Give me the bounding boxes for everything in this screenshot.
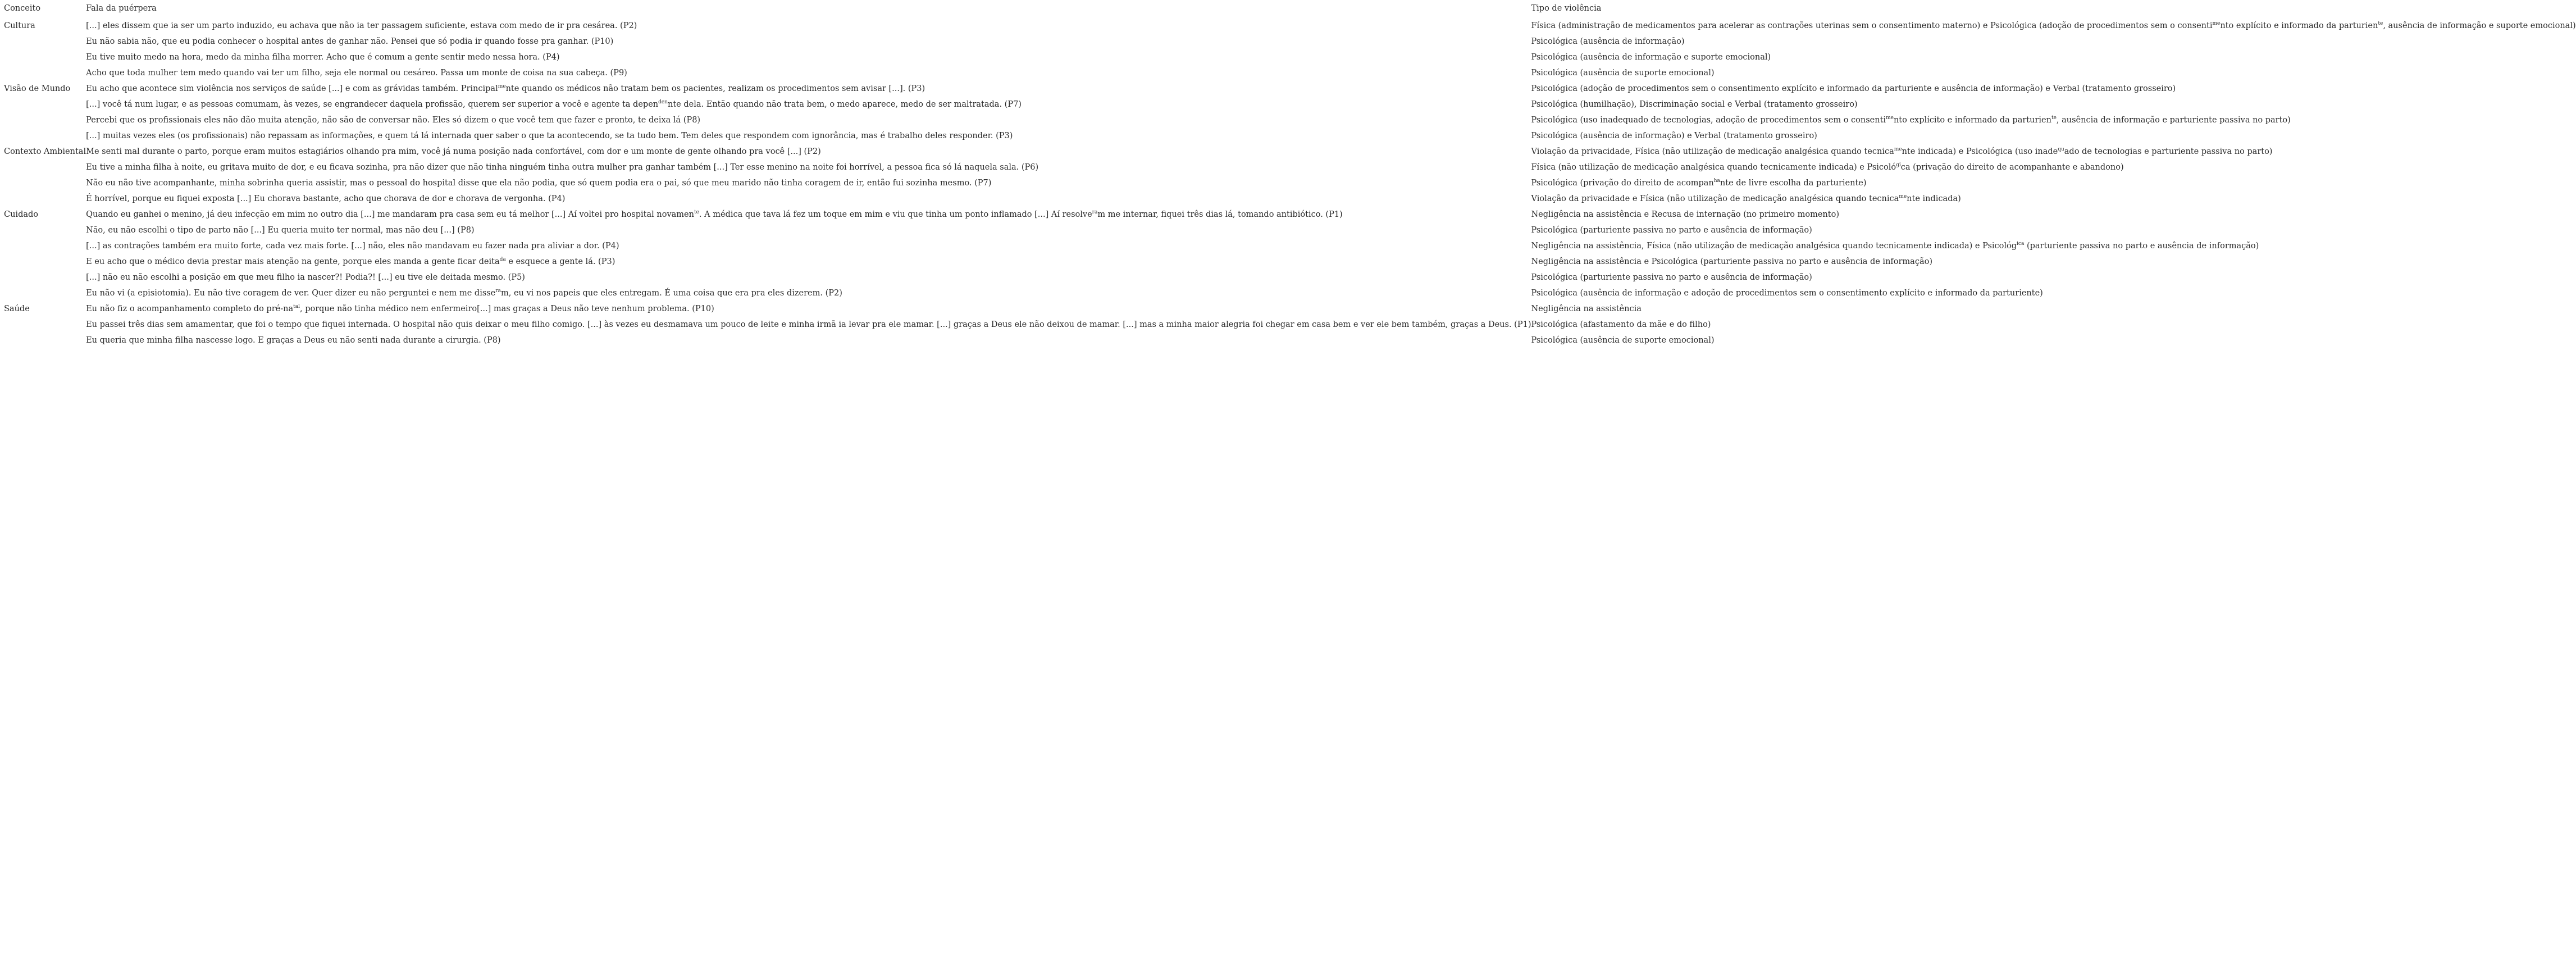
text-fragment: Psicológica (ausência de informação) e Verbal (tratamento grosseiro)	[1531, 131, 1817, 140]
superscript-fragment: te	[694, 210, 699, 215]
text-fragment: Psicológica (humilhação), Discriminação social e Verbal (tratamento grosseiro)	[1531, 100, 1858, 109]
superscript-fragment: da	[499, 257, 506, 262]
text-fragment: Cuidado	[4, 210, 39, 219]
superscript-fragment: me	[1899, 194, 1907, 199]
concept-cell	[4, 333, 86, 349]
header-row	[4, 3, 2576, 19]
text-fragment: Visão de Mundo	[4, 84, 71, 93]
table-row	[4, 254, 2576, 270]
concept-cell	[4, 66, 86, 81]
concept-cell	[4, 129, 86, 144]
table-row	[4, 270, 2576, 286]
speech-cell	[86, 223, 1531, 239]
concept-cell	[4, 176, 86, 192]
text-fragment: Negligência na assistência, Física (não utilização de medicação analgésica quando tecnicamente indicada) e Psicológ	[1531, 242, 2017, 251]
text-fragment: Contexto Ambiental	[4, 147, 86, 156]
violence-cell	[1531, 270, 2575, 286]
text-fragment: , ausência de informação e parturiente passiva no parto)	[2056, 116, 2291, 125]
concept-cell	[4, 302, 86, 317]
speech-cell	[86, 192, 1531, 207]
violence-cell	[1531, 302, 2575, 317]
text-fragment: Violação da privacidade e Física (não utilização de medicação analgésica quando tecnica	[1531, 194, 1899, 203]
table-row	[4, 302, 2576, 317]
violence-cell	[1531, 81, 2575, 97]
text-fragment: Psicológica (uso inadequado de tecnologias, adoção de procedimentos sem o consenti	[1531, 116, 1886, 125]
superscript-fragment: den	[658, 99, 668, 105]
violence-cell	[1531, 176, 2575, 192]
superscript-fragment: ra	[495, 288, 501, 294]
text-fragment: m, eu vi nos papeis que eles entregam. É uma coisa que era pra eles dizerem. (P2)	[500, 289, 842, 298]
text-fragment: Eu não sabia não, que eu podia conhecer o hospital antes de ganhar não. Pensei que só podia ir quando fosse pra ganhar. (P10)	[86, 37, 614, 46]
concept-cell	[4, 81, 86, 97]
superscript-fragment: ra	[1092, 210, 1098, 215]
header-speech: Fala da puérpera	[86, 4, 157, 13]
text-fragment: ca (privação do direito de acompanhante e abandono)	[1900, 163, 2124, 172]
speech-cell	[86, 129, 1531, 144]
concept-cell	[4, 144, 86, 160]
text-fragment: Psicológica (parturiente passiva no parto e ausência de informação)	[1531, 273, 1812, 282]
table-row	[4, 144, 2576, 160]
text-fragment: Psicológica (ausência de informação)	[1531, 37, 1685, 46]
table-row	[4, 239, 2576, 254]
table-row	[4, 207, 2576, 223]
concept-cell	[4, 113, 86, 129]
speech-cell	[86, 207, 1531, 223]
violence-cell	[1531, 160, 2575, 176]
speech-cell	[86, 302, 1531, 317]
speech-cell	[86, 34, 1531, 50]
results-table	[4, 3, 2576, 349]
superscript-fragment: ha	[1713, 178, 1720, 184]
header-concept: Conceito	[4, 4, 41, 13]
violence-cell	[1531, 113, 2575, 129]
text-fragment: , porque não tinha médico nem enfermeiro[...] mas graças a Deus não teve nenhum problema. (P10)	[299, 304, 714, 313]
table-row	[4, 97, 2576, 113]
text-fragment: Psicológica (privação do direito de acompan	[1531, 179, 1714, 188]
violence-cell	[1531, 286, 2575, 302]
speech-cell	[86, 81, 1531, 97]
speech-cell	[86, 113, 1531, 129]
table-row	[4, 19, 2576, 34]
concept-cell	[4, 19, 86, 34]
text-fragment: Física (não utilização de medicação analgésica quando tecnicamente indicada) e Psicoló	[1531, 163, 1896, 172]
text-fragment: Violação da privacidade, Física (não utilização de medicação analgésica quando tecnica	[1531, 147, 1894, 156]
superscript-fragment: tal	[293, 304, 300, 309]
concept-cell	[4, 239, 86, 254]
violence-cell	[1531, 144, 2575, 160]
text-fragment: m me internar, fiquei três dias lá, tomando antibiótico. (P1)	[1097, 210, 1343, 219]
violence-cell	[1531, 97, 2575, 113]
table-row	[4, 192, 2576, 207]
text-fragment: Negligência na assistência	[1531, 304, 1642, 313]
text-fragment: Não eu não tive acompanhante, minha sobrinha queria assistir, mas o pessoal do hospital disse que ela não podia, que só quem podia era o pai, só que meu marido não tinha coragem de ir, então fui sozinha mesmo. (P7)	[86, 179, 992, 188]
text-fragment: Eu passei três dias sem amamentar, que foi o tempo que fiquei internada. O hospital não quis deixar o meu filho comigo. [...] às vezes eu desmamava um pouco de leite e minha irmã ia levar pra ele mamar. [...] graças a Deus ele não deixou de mamar. [...] mas a minha maior alegria foi chegar em casa bem e ver ele bem também, graças a Deus. (P1)	[86, 320, 1531, 329]
superscript-fragment: me	[2212, 21, 2221, 26]
superscript-fragment: me	[498, 84, 506, 89]
text-fragment: Psicológica (ausência de suporte emocional)	[1531, 69, 1715, 78]
text-fragment: Eu tive muito medo na hora, medo da minha filha morrer. Acho que é comum a gente sentir medo nessa hora. (P4)	[86, 53, 560, 62]
table-row	[4, 113, 2576, 129]
table-row	[4, 317, 2576, 333]
concept-cell	[4, 317, 86, 333]
table-row	[4, 286, 2576, 302]
violence-cell	[1531, 207, 2575, 223]
table-row	[4, 81, 2576, 97]
speech-cell	[86, 144, 1531, 160]
text-fragment: , ausência de informação e suporte emocional)	[2383, 21, 2576, 30]
concept-cell	[4, 207, 86, 223]
text-fragment: Eu não vi (a episiotomia). Eu não tive coragem de ver. Quer dizer eu não perguntei e nem me disse	[86, 289, 496, 298]
superscript-fragment: ica	[2017, 241, 2025, 247]
text-fragment: nte dela. Então quando não trata bem, o medo aparece, medo de ser maltratada. (P7)	[668, 100, 1022, 109]
text-fragment: É horrível, porque eu fiquei exposta [...] Eu chorava bastante, acho que chorava de dor e chorava de vergonha. (P4)	[86, 194, 566, 203]
violence-cell	[1531, 19, 2575, 34]
text-fragment: nte indicada) e Psicológica (uso inade	[1902, 147, 2058, 156]
text-fragment: . A médica que tava lá fez um toque em mim e viu que tinha um ponto inflamado [...] Aí resolve	[699, 210, 1092, 219]
speech-cell	[86, 333, 1531, 349]
speech-cell	[86, 176, 1531, 192]
speech-cell	[86, 286, 1531, 302]
superscript-fragment: qu	[2058, 147, 2064, 152]
speech-cell	[86, 97, 1531, 113]
superscript-fragment: te	[2378, 21, 2383, 26]
text-fragment: [...] você tá num lugar, e as pessoas comumam, às vezes, se engrandecer daquela profissão, querem ser superior a você e agente ta depen	[86, 100, 659, 109]
concept-cell	[4, 254, 86, 270]
violence-cell	[1531, 66, 2575, 81]
text-fragment: Física (administração de medicamentos para acelerar as contrações uterinas sem o consentimento materno) e Psicológica (adoção de procedimentos sem o consenti	[1531, 21, 2213, 30]
speech-cell	[86, 254, 1531, 270]
text-fragment: Eu queria que minha filha nascesse logo. E graças a Deus eu não senti nada durante a cirurgia. (P8)	[86, 336, 501, 345]
table-row	[4, 129, 2576, 144]
text-fragment: Psicológica (ausência de suporte emocional)	[1531, 336, 1715, 345]
text-fragment: Negligência na assistência e Psicológica (parturiente passiva no parto e ausência de informação)	[1531, 257, 1932, 266]
table-row	[4, 34, 2576, 50]
text-fragment: e esquece a gente lá. (P3)	[505, 257, 615, 266]
text-fragment: nto explícito e informado da parturien	[2220, 21, 2378, 30]
table-row	[4, 223, 2576, 239]
speech-cell	[86, 270, 1531, 286]
speech-cell	[86, 160, 1531, 176]
text-fragment: Percebi que os profissionais eles não dão muita atenção, não são de conversar não. Eles só dizem o que você tem que fazer e pronto, te deixa lá (P8)	[86, 116, 701, 125]
violence-cell	[1531, 50, 2575, 66]
violence-cell	[1531, 192, 2575, 207]
text-fragment: Negligência na assistência e Recusa de internação (no primeiro momento)	[1531, 210, 1839, 219]
text-fragment: Quando eu ganhei o menino, já deu infecção em mim no outro dia [...] me mandaram pra casa sem eu tá melhor [...] Aí voltei pro hospital novamen	[86, 210, 694, 219]
concept-cell	[4, 160, 86, 176]
table-row	[4, 176, 2576, 192]
text-fragment: Acho que toda mulher tem medo quando vai ter um filho, seja ele normal ou cesáreo. Passa um monte de coisa na sua cabeça. (P9)	[86, 69, 627, 78]
text-fragment: [...] não eu não escolhi a posição em que meu filho ia nascer?! Podia?! [...] eu tive ele deitada mesmo. (P5)	[86, 273, 525, 282]
concept-cell	[4, 97, 86, 113]
speech-cell	[86, 239, 1531, 254]
text-fragment: Psicológica (afastamento da mãe e do filho)	[1531, 320, 1711, 329]
concept-cell	[4, 34, 86, 50]
violence-cell	[1531, 239, 2575, 254]
text-fragment: Psicológica (ausência de informação e adoção de procedimentos sem o consentimento explícito e informado da parturiente)	[1531, 289, 2043, 298]
violence-cell	[1531, 333, 2575, 349]
text-fragment: nte de livre escolha da parturiente)	[1720, 179, 1867, 188]
text-fragment: [...] muitas vezes eles (os profissionais) não repassam as informações, e quem tá lá internada quer saber o que ta acontecendo, se ta tudo bem. Tem deles que respondem com ignorância, mas é trabalho deles responder. (P3)	[86, 131, 1013, 140]
text-fragment: Me senti mal durante o parto, porque eram muitos estagiários olhando pra mim, você já numa posição nada confortável, com dor e um monte de gente olhando pra você [...] (P2)	[86, 147, 821, 156]
text-fragment: [...] as contrações também era muito forte, cada vez mais forte. [...] não, eles não mandavam eu fazer nada pra aliviar a dor. (P4)	[86, 242, 619, 251]
text-fragment: nto explícito e informado da parturien	[1893, 116, 2051, 125]
header-violence: Tipo de violência	[1531, 4, 1602, 13]
text-fragment: E eu acho que o médico devia prestar mais atenção na gente, porque eles manda a gente ficar deita	[86, 257, 500, 266]
concept-cell	[4, 50, 86, 66]
text-fragment: nte quando os médicos não tratam bem os pacientes, realizam os procedimentos sem avisar [...]. (P3)	[505, 84, 925, 93]
superscript-fragment: me	[1886, 115, 1894, 121]
speech-cell	[86, 50, 1531, 66]
violence-cell	[1531, 254, 2575, 270]
speech-cell	[86, 19, 1531, 34]
concept-cell	[4, 192, 86, 207]
text-fragment: ado de tecnologias e parturiente passiva no parto)	[2064, 147, 2273, 156]
violence-cell	[1531, 129, 2575, 144]
superscript-fragment: gi	[1896, 162, 1901, 168]
violence-cell	[1531, 223, 2575, 239]
text-fragment: Eu tive a minha filha à noite, eu gritava muito de dor, e eu ficava sozinha, pra não dizer que não tinha ninguém tinha outra mulher pra ganhar também [...] Ter esse menino na noite foi horrível, a pessoa fica só lá naquela sala. (P6)	[86, 163, 1039, 172]
table-row	[4, 160, 2576, 176]
table-row	[4, 333, 2576, 349]
concept-cell	[4, 270, 86, 286]
text-fragment: [...] eles dissem que ia ser um parto induzido, eu achava que não ia ter passagem suficiente, estava com medo de ir pra cesárea. (P2)	[86, 21, 637, 30]
speech-cell	[86, 66, 1531, 81]
text-fragment: Eu não fiz o acompanhamento completo do pré-na	[86, 304, 294, 313]
text-fragment: (parturiente passiva no parto e ausência de informação)	[2024, 242, 2259, 251]
text-fragment: Psicológica (adoção de procedimentos sem o consentimento explícito e informado da parturiente e ausência de informação) e Verbal (tratamento grosseiro)	[1531, 84, 2176, 93]
text-fragment: Psicológica (parturiente passiva no parto e ausência de informação)	[1531, 226, 1812, 235]
superscript-fragment: me	[1894, 147, 1902, 152]
text-fragment: nte indicada)	[1907, 194, 1961, 203]
table-row	[4, 66, 2576, 81]
violence-cell	[1531, 34, 2575, 50]
text-fragment: Psicológica (ausência de informação e suporte emocional)	[1531, 53, 1771, 62]
text-fragment: Saúde	[4, 304, 30, 313]
text-fragment: Não, eu não escolhi o tipo de parto não [...] Eu queria muito ter normal, mas não deu [...] (P8)	[86, 226, 475, 235]
concept-cell	[4, 286, 86, 302]
concept-cell	[4, 223, 86, 239]
text-fragment: Cultura	[4, 21, 35, 30]
text-fragment: Eu acho que acontece sim violência nos serviços de saúde [...] e com as grávidas também. Principal	[86, 84, 498, 93]
speech-cell	[86, 317, 1531, 333]
table-row	[4, 50, 2576, 66]
superscript-fragment: te	[2051, 115, 2057, 121]
violence-cell	[1531, 317, 2575, 333]
